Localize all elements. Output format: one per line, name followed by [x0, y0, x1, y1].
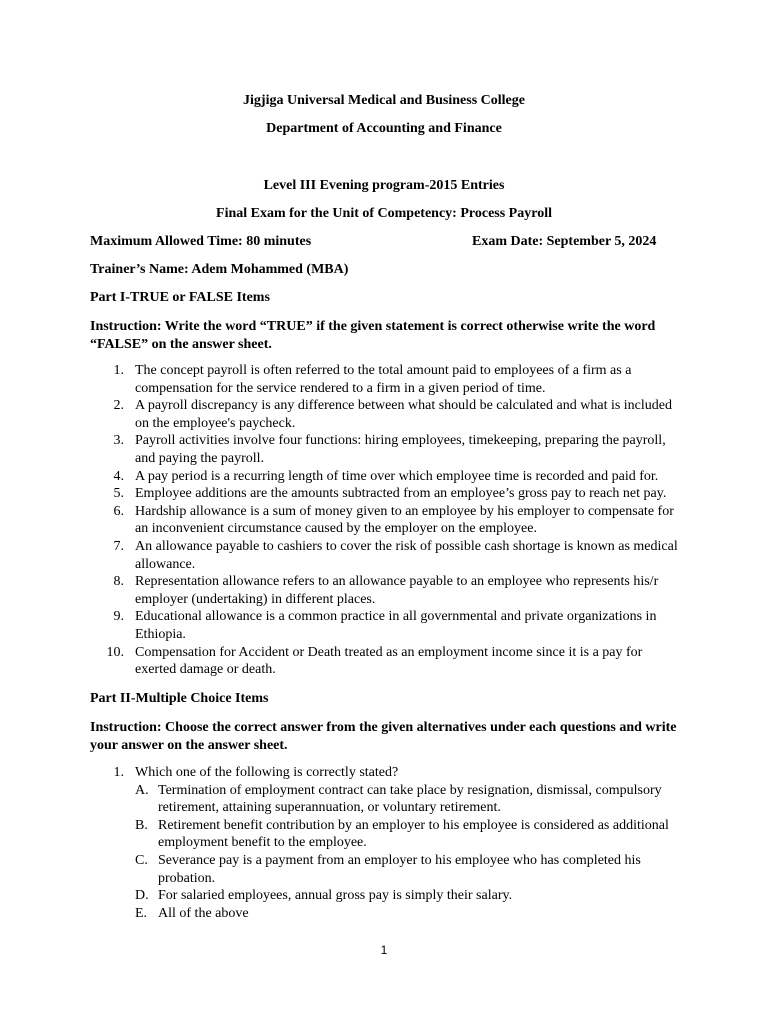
- list-item: 1. The concept payroll is often referred to the total amount paid to employees of a firm as a compensation for the service rendered to a firm in a given period of time.: [113, 363, 632, 396]
- exam-date: Exam Date: September 5, 2024: [472, 234, 657, 249]
- answer-option: C. Severance pay is a payment from an employer to his employee who has completed his probation.: [135, 852, 641, 886]
- list-item: 9. Educational allowance is a common practice in all governmental and private organizations in Ethiopia.: [113, 609, 657, 642]
- multiple-choice-question: [90, 764, 680, 922]
- list-item: 5. Employee additions are the amounts subtracted from an employee’s gross pay to reach net pay.: [113, 486, 667, 502]
- list-item: 7. An allowance payable to cashiers to cover the risk of possible cash shortage is known as medical allowance.: [113, 538, 678, 572]
- college-name: Jigjiga Universal Medical and Business College: [243, 93, 525, 108]
- part2-title: Part II-Multiple Choice Items: [90, 691, 269, 706]
- department-name: Department of Accounting and Finance: [266, 121, 502, 136]
- exam-title: Final Exam for the Unit of Competency: Process Payroll: [216, 206, 552, 221]
- list-item: 8. Representation allowance refers to an allowance payable to an employee who represents his/r employer (undertaking) in different places.: [113, 574, 659, 607]
- list-item: 3. Payroll activities involve four functions: hiring employees, timekeeping, preparing the payroll, and paying the payroll.: [113, 433, 666, 466]
- answer-option: B. Retirement benefit contribution by an employer to his employee is considered as additional employment benefit to the employee.: [135, 817, 669, 851]
- page-number: 1: [380, 943, 388, 957]
- list-item: 2. A payroll discrepancy is any difference between what should be calculated and what is included on the employee's paycheck.: [113, 398, 672, 431]
- part2-instruction: Instruction: Choose the correct answer from the given alternatives under each questions and write your answer on the answer sheet.: [90, 720, 677, 753]
- answer-option: D. For salaried employees, annual gross pay is simply their salary.: [135, 888, 513, 904]
- list-item: 10. Compensation for Accident or Death treated as an employment income since it is a pay for exerted damage or death.: [106, 644, 643, 678]
- list-item: 6. Hardship allowance is a sum of money given to an employee by his employer to compensate for an inconvenient circumstance caused by the employer on the employee.: [113, 503, 674, 537]
- answer-option: A. Termination of employment contract can take place by resignation, dismissal, compulsory retirement, attaining superannuation, or voluntary retirement.: [135, 782, 662, 816]
- list-item: 4. A pay period is a recurring length of time over which employee time is recorded and paid for.: [113, 468, 659, 484]
- answer-option: E. All of the above: [135, 905, 249, 921]
- true-false-list: [90, 362, 680, 679]
- trainer-name: Trainer’s Name: Adem Mohammed (MBA): [90, 262, 349, 277]
- max-time: Maximum Allowed Time: 80 minutes: [90, 234, 312, 249]
- question-stem: 1. Which one of the following is correctly stated?: [113, 765, 399, 780]
- part1-instruction: Instruction: Write the word “TRUE” if the given statement is correct otherwise write the word “FALSE” on the answer sheet.: [90, 319, 656, 352]
- program-name: Level III Evening program-2015 Entries: [263, 178, 505, 193]
- part1-title: Part I-TRUE or FALSE Items: [90, 290, 270, 305]
